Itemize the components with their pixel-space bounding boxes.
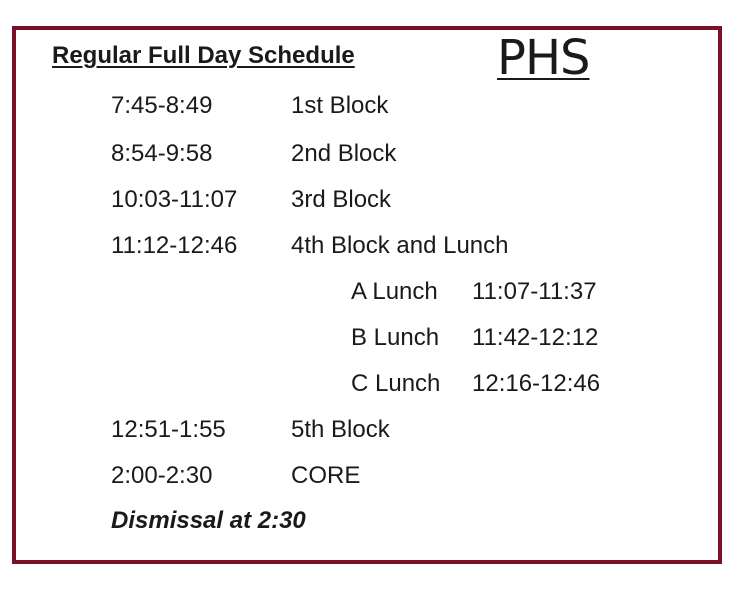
lunch-time: 11:42-12:12	[472, 324, 599, 351]
block-time: 2:00-2:30	[111, 462, 213, 489]
phs-logo: PHS	[497, 30, 590, 86]
block-time: 12:51-1:55	[111, 416, 226, 443]
block-label: 5th Block	[291, 416, 390, 443]
dismissal-note: Dismissal at 2:30	[111, 507, 306, 534]
schedule-title: Regular Full Day Schedule	[52, 42, 355, 69]
block-time: 11:12-12:46	[111, 232, 238, 259]
block-label: 4th Block and Lunch	[291, 232, 509, 259]
lunch-name: B Lunch	[351, 324, 440, 351]
block-label: CORE	[291, 462, 361, 489]
lunch-name: A Lunch	[351, 278, 438, 305]
lunch-name: C Lunch	[351, 370, 441, 397]
block-time: 10:03-11:07	[111, 186, 238, 213]
block-label: 1st Block	[291, 92, 389, 119]
block-time: 7:45-8:49	[111, 92, 213, 119]
lunch-time: 12:16-12:46	[472, 370, 601, 397]
lunch-time: 11:07-11:37	[472, 278, 597, 305]
block-time: 8:54-9:58	[111, 140, 213, 167]
block-label: 2nd Block	[291, 140, 397, 167]
block-label: 3rd Block	[291, 186, 392, 213]
